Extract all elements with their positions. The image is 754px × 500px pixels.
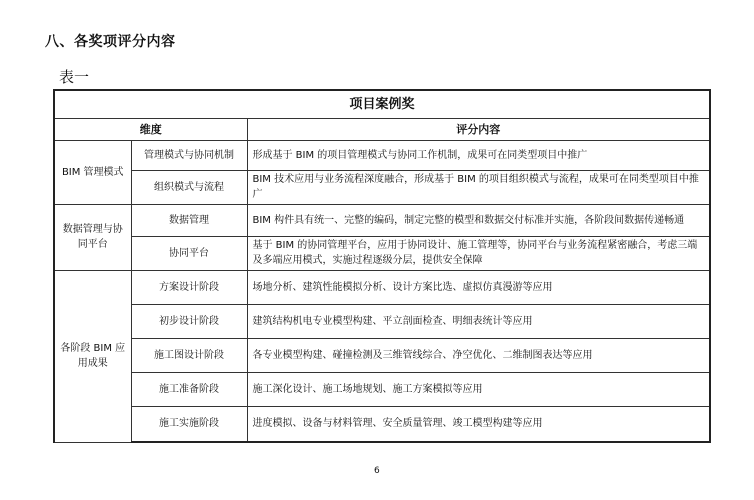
table-row bbox=[54, 406, 710, 442]
content-cell: 基于 BIM 的协同管理平台，应用于协同设计、施工管理等，协同平台与业务流程紧密融合，考虑三端及多端应用模式，实施过程逐级分层，提供安全保障 bbox=[247, 236, 710, 270]
table-header-row bbox=[54, 118, 710, 140]
subdimension-cell: 初步设计阶段 bbox=[131, 304, 247, 338]
dimension-cell: BIM 管理模式 bbox=[54, 140, 131, 204]
table-row bbox=[54, 140, 710, 170]
content-cell: 形成基于 BIM 的项目管理模式与协同工作机制，成果可在同类型项目中推广 bbox=[247, 140, 710, 170]
subdimension-cell: 方案设计阶段 bbox=[131, 270, 247, 304]
section-title: 八、各奖项评分内容 bbox=[45, 34, 176, 50]
dimension-cell: 各阶段 BIM 应用成果 bbox=[54, 270, 131, 442]
subdimension-cell: 施工图设计阶段 bbox=[131, 338, 247, 372]
table-title: 项目案例奖 bbox=[54, 90, 710, 118]
table-title-row bbox=[54, 90, 710, 118]
scoring-table bbox=[53, 89, 711, 443]
table-row bbox=[54, 338, 710, 372]
content-cell: BIM 构件具有统一、完整的编码，制定完整的模型和数据交付标准并实施，各阶段间数据传递畅通 bbox=[247, 204, 710, 236]
page-number: 6 bbox=[374, 466, 380, 476]
table-row bbox=[54, 204, 710, 236]
header-content: 评分内容 bbox=[247, 118, 710, 140]
subdimension-cell: 管理模式与协同机制 bbox=[131, 140, 247, 170]
table-row bbox=[54, 304, 710, 338]
dimension-cell: 数据管理与协同平台 bbox=[54, 204, 131, 270]
table-row bbox=[54, 170, 710, 204]
subdimension-cell: 协同平台 bbox=[131, 236, 247, 270]
content-cell: 场地分析、建筑性能模拟分析、设计方案比选、虚拟仿真漫游等应用 bbox=[247, 270, 710, 304]
subdimension-cell: 组织模式与流程 bbox=[131, 170, 247, 204]
table-row bbox=[54, 236, 710, 270]
content-cell: 建筑结构机电专业模型构建、平立剖面检查、明细表统计等应用 bbox=[247, 304, 710, 338]
subdimension-cell: 施工实施阶段 bbox=[131, 406, 247, 442]
table-row bbox=[54, 270, 710, 304]
content-cell: 进度模拟、设备与材料管理、安全质量管理、竣工模型构建等应用 bbox=[247, 406, 710, 442]
content-cell: 施工深化设计、施工场地规划、施工方案模拟等应用 bbox=[247, 372, 710, 406]
subdimension-cell: 施工准备阶段 bbox=[131, 372, 247, 406]
content-cell: 各专业模型构建、碰撞检测及三维管线综合、净空优化、二维制图表达等应用 bbox=[247, 338, 710, 372]
header-dimension: 维度 bbox=[54, 118, 247, 140]
table-label: 表一 bbox=[59, 68, 90, 86]
subdimension-cell: 数据管理 bbox=[131, 204, 247, 236]
table-row bbox=[54, 372, 710, 406]
content-cell: BIM 技术应用与业务流程深度融合，形成基于 BIM 的项目组织模式与流程，成果可在同类型项目中推广 bbox=[247, 170, 710, 204]
